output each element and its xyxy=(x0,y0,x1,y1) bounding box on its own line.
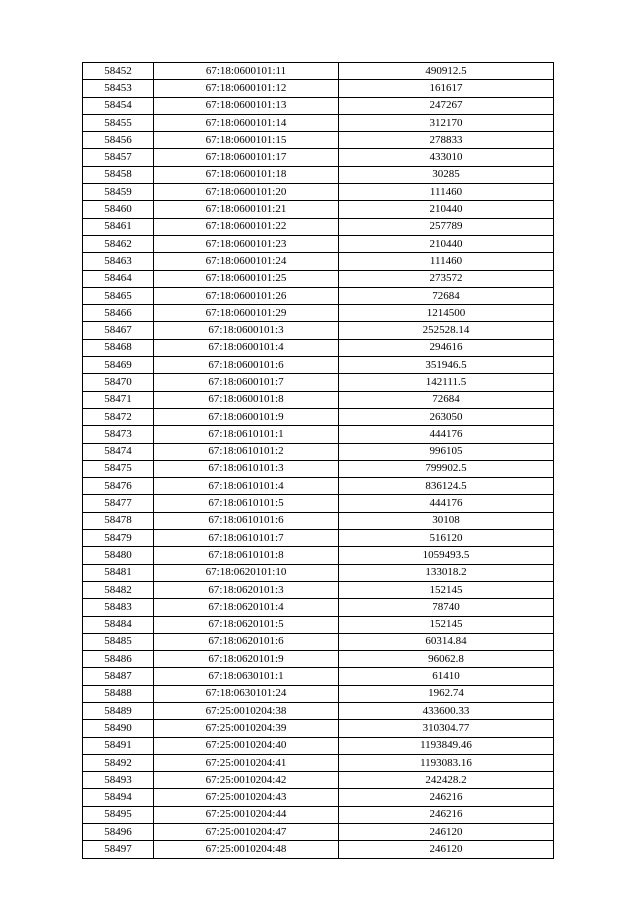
table-row xyxy=(83,495,554,512)
row-number-cell: 58466 xyxy=(83,305,154,322)
cadastral-number-cell: 67:25:0010204:47 xyxy=(154,824,339,841)
row-number-cell: 58495 xyxy=(83,806,154,823)
table-row xyxy=(83,737,554,754)
value-cell: 96062.8 xyxy=(339,651,554,668)
row-number-cell: 58477 xyxy=(83,495,154,512)
cadastral-number-cell: 67:18:0620101:5 xyxy=(154,616,339,633)
row-number-cell: 58455 xyxy=(83,114,154,131)
cadastral-number-cell: 67:25:0010204:38 xyxy=(154,702,339,719)
row-number-cell: 58459 xyxy=(83,184,154,201)
table-row xyxy=(83,80,554,97)
row-number-cell: 58478 xyxy=(83,512,154,529)
value-cell: 263050 xyxy=(339,408,554,425)
cadastral-number-cell: 67:18:0610101:7 xyxy=(154,530,339,547)
row-number-cell: 58462 xyxy=(83,235,154,252)
row-number-cell: 58491 xyxy=(83,737,154,754)
value-cell: 247267 xyxy=(339,97,554,114)
cadastral-number-cell: 67:18:0630101:1 xyxy=(154,668,339,685)
cadastral-number-cell: 67:18:0610101:5 xyxy=(154,495,339,512)
cadastral-number-cell: 67:18:0610101:6 xyxy=(154,512,339,529)
table-row xyxy=(83,201,554,218)
value-cell: 152145 xyxy=(339,581,554,598)
value-cell: 278833 xyxy=(339,132,554,149)
cadastral-number-cell: 67:18:0600101:7 xyxy=(154,374,339,391)
value-cell: 72684 xyxy=(339,391,554,408)
cadastral-number-cell: 67:18:0610101:1 xyxy=(154,426,339,443)
cadastral-number-cell: 67:18:0620101:9 xyxy=(154,651,339,668)
cadastral-number-cell: 67:18:0600101:24 xyxy=(154,253,339,270)
cadastral-number-cell: 67:18:0600101:22 xyxy=(154,218,339,235)
row-number-cell: 58494 xyxy=(83,789,154,806)
cadastral-number-cell: 67:18:0620101:6 xyxy=(154,633,339,650)
cadastral-number-cell: 67:18:0600101:15 xyxy=(154,132,339,149)
row-number-cell: 58460 xyxy=(83,201,154,218)
row-number-cell: 58467 xyxy=(83,322,154,339)
value-cell: 210440 xyxy=(339,235,554,252)
table-row xyxy=(83,426,554,443)
row-number-cell: 58458 xyxy=(83,166,154,183)
cadastral-number-cell: 67:18:0600101:3 xyxy=(154,322,339,339)
cadastral-number-cell: 67:18:0600101:6 xyxy=(154,357,339,374)
row-number-cell: 58454 xyxy=(83,97,154,114)
value-cell: 310304.77 xyxy=(339,720,554,737)
table-row xyxy=(83,253,554,270)
table-row xyxy=(83,685,554,702)
table-row xyxy=(83,374,554,391)
value-cell: 490912.5 xyxy=(339,63,554,80)
table-row xyxy=(83,339,554,356)
cadastral-number-cell: 67:18:0600101:13 xyxy=(154,97,339,114)
value-cell: 799902.5 xyxy=(339,460,554,477)
table-row xyxy=(83,633,554,650)
row-number-cell: 58482 xyxy=(83,581,154,598)
row-number-cell: 58473 xyxy=(83,426,154,443)
row-number-cell: 58468 xyxy=(83,339,154,356)
table-row xyxy=(83,599,554,616)
table-row xyxy=(83,322,554,339)
table-row xyxy=(83,806,554,823)
cadastral-number-cell: 67:18:0600101:21 xyxy=(154,201,339,218)
table-row xyxy=(83,235,554,252)
table-row xyxy=(83,97,554,114)
cadastral-number-cell: 67:18:0630101:24 xyxy=(154,685,339,702)
value-cell: 246120 xyxy=(339,841,554,858)
value-cell: 312170 xyxy=(339,114,554,131)
value-cell: 30108 xyxy=(339,512,554,529)
cadastral-number-cell: 67:18:0610101:3 xyxy=(154,460,339,477)
table-row xyxy=(83,668,554,685)
table-row xyxy=(83,391,554,408)
table-row xyxy=(83,564,554,581)
table-row xyxy=(83,408,554,425)
row-number-cell: 58457 xyxy=(83,149,154,166)
cadastral-number-cell: 67:25:0010204:48 xyxy=(154,841,339,858)
value-cell: 433600.33 xyxy=(339,702,554,719)
cadastral-number-cell: 67:25:0010204:41 xyxy=(154,754,339,771)
cadastral-number-cell: 67:18:0600101:18 xyxy=(154,166,339,183)
row-number-cell: 58463 xyxy=(83,253,154,270)
cadastral-number-cell: 67:18:0620101:4 xyxy=(154,599,339,616)
cadastral-number-cell: 67:18:0600101:14 xyxy=(154,114,339,131)
table-row xyxy=(83,616,554,633)
cadastral-number-cell: 67:18:0600101:11 xyxy=(154,63,339,80)
table-row xyxy=(83,357,554,374)
value-cell: 351946.5 xyxy=(339,357,554,374)
cadastral-number-cell: 67:18:0600101:20 xyxy=(154,184,339,201)
value-cell: 161617 xyxy=(339,80,554,97)
cadastral-number-cell: 67:25:0010204:40 xyxy=(154,737,339,754)
table-row xyxy=(83,114,554,131)
table-row xyxy=(83,754,554,771)
row-number-cell: 58483 xyxy=(83,599,154,616)
value-cell: 61410 xyxy=(339,668,554,685)
cadastral-number-cell: 67:18:0620101:10 xyxy=(154,564,339,581)
value-cell: 246216 xyxy=(339,789,554,806)
table-row xyxy=(83,547,554,564)
table-row xyxy=(83,478,554,495)
row-number-cell: 58485 xyxy=(83,633,154,650)
row-number-cell: 58456 xyxy=(83,132,154,149)
table-row xyxy=(83,530,554,547)
value-cell: 72684 xyxy=(339,287,554,304)
value-cell: 444176 xyxy=(339,426,554,443)
row-number-cell: 58465 xyxy=(83,287,154,304)
table-row xyxy=(83,702,554,719)
table-row xyxy=(83,460,554,477)
row-number-cell: 58475 xyxy=(83,460,154,477)
value-cell: 257789 xyxy=(339,218,554,235)
table-row xyxy=(83,166,554,183)
row-number-cell: 58484 xyxy=(83,616,154,633)
row-number-cell: 58472 xyxy=(83,408,154,425)
table-row xyxy=(83,824,554,841)
table-row xyxy=(83,63,554,80)
cadastral-number-cell: 67:25:0010204:44 xyxy=(154,806,339,823)
table-row xyxy=(83,772,554,789)
cadastral-number-cell: 67:18:0610101:4 xyxy=(154,478,339,495)
value-cell: 210440 xyxy=(339,201,554,218)
row-number-cell: 58469 xyxy=(83,357,154,374)
cadastral-number-cell: 67:18:0600101:12 xyxy=(154,80,339,97)
row-number-cell: 58479 xyxy=(83,530,154,547)
row-number-cell: 58476 xyxy=(83,478,154,495)
table-row xyxy=(83,149,554,166)
value-cell: 30285 xyxy=(339,166,554,183)
value-cell: 516120 xyxy=(339,530,554,547)
table-row xyxy=(83,443,554,460)
table-row xyxy=(83,305,554,322)
table-row xyxy=(83,132,554,149)
table-row xyxy=(83,218,554,235)
row-number-cell: 58470 xyxy=(83,374,154,391)
value-cell: 273572 xyxy=(339,270,554,287)
cadastral-number-cell: 67:18:0600101:9 xyxy=(154,408,339,425)
row-number-cell: 58493 xyxy=(83,772,154,789)
row-number-cell: 58474 xyxy=(83,443,154,460)
table-row xyxy=(83,651,554,668)
value-cell: 996105 xyxy=(339,443,554,460)
cadastral-number-cell: 67:18:0600101:23 xyxy=(154,235,339,252)
row-number-cell: 58480 xyxy=(83,547,154,564)
table-row xyxy=(83,287,554,304)
value-cell: 836124.5 xyxy=(339,478,554,495)
row-number-cell: 58471 xyxy=(83,391,154,408)
value-cell: 1193849.46 xyxy=(339,737,554,754)
table-row xyxy=(83,581,554,598)
value-cell: 246216 xyxy=(339,806,554,823)
row-number-cell: 58461 xyxy=(83,218,154,235)
value-cell: 444176 xyxy=(339,495,554,512)
value-cell: 133018.2 xyxy=(339,564,554,581)
value-cell: 1059493.5 xyxy=(339,547,554,564)
value-cell: 78740 xyxy=(339,599,554,616)
cadastral-number-cell: 67:18:0600101:4 xyxy=(154,339,339,356)
cadastral-number-cell: 67:18:0600101:29 xyxy=(154,305,339,322)
table-row xyxy=(83,270,554,287)
cadastral-number-cell: 67:18:0600101:26 xyxy=(154,287,339,304)
cadastral-number-cell: 67:25:0010204:43 xyxy=(154,789,339,806)
row-number-cell: 58481 xyxy=(83,564,154,581)
value-cell: 433010 xyxy=(339,149,554,166)
row-number-cell: 58453 xyxy=(83,80,154,97)
value-cell: 111460 xyxy=(339,253,554,270)
cadastral-number-cell: 67:18:0610101:2 xyxy=(154,443,339,460)
value-cell: 1962.74 xyxy=(339,685,554,702)
row-number-cell: 58497 xyxy=(83,841,154,858)
value-cell: 1214500 xyxy=(339,305,554,322)
row-number-cell: 58489 xyxy=(83,702,154,719)
row-number-cell: 58492 xyxy=(83,754,154,771)
value-cell: 1193083.16 xyxy=(339,754,554,771)
value-cell: 142111.5 xyxy=(339,374,554,391)
cadastral-number-cell: 67:25:0010204:39 xyxy=(154,720,339,737)
table-row xyxy=(83,720,554,737)
row-number-cell: 58452 xyxy=(83,63,154,80)
value-cell: 60314.84 xyxy=(339,633,554,650)
table-row xyxy=(83,512,554,529)
cadastral-number-cell: 67:18:0620101:3 xyxy=(154,581,339,598)
row-number-cell: 58464 xyxy=(83,270,154,287)
table-row xyxy=(83,789,554,806)
table-row xyxy=(83,184,554,201)
cadastral-number-cell: 67:18:0610101:8 xyxy=(154,547,339,564)
cadastral-number-cell: 67:18:0600101:8 xyxy=(154,391,339,408)
row-number-cell: 58487 xyxy=(83,668,154,685)
value-cell: 294616 xyxy=(339,339,554,356)
data-table xyxy=(82,62,554,859)
table-body xyxy=(83,63,554,859)
row-number-cell: 58488 xyxy=(83,685,154,702)
cadastral-number-cell: 67:18:0600101:17 xyxy=(154,149,339,166)
value-cell: 111460 xyxy=(339,184,554,201)
value-cell: 242428.2 xyxy=(339,772,554,789)
value-cell: 252528.14 xyxy=(339,322,554,339)
table-row xyxy=(83,841,554,858)
row-number-cell: 58496 xyxy=(83,824,154,841)
row-number-cell: 58486 xyxy=(83,651,154,668)
value-cell: 246120 xyxy=(339,824,554,841)
cadastral-number-cell: 67:25:0010204:42 xyxy=(154,772,339,789)
value-cell: 152145 xyxy=(339,616,554,633)
row-number-cell: 58490 xyxy=(83,720,154,737)
cadastral-number-cell: 67:18:0600101:25 xyxy=(154,270,339,287)
